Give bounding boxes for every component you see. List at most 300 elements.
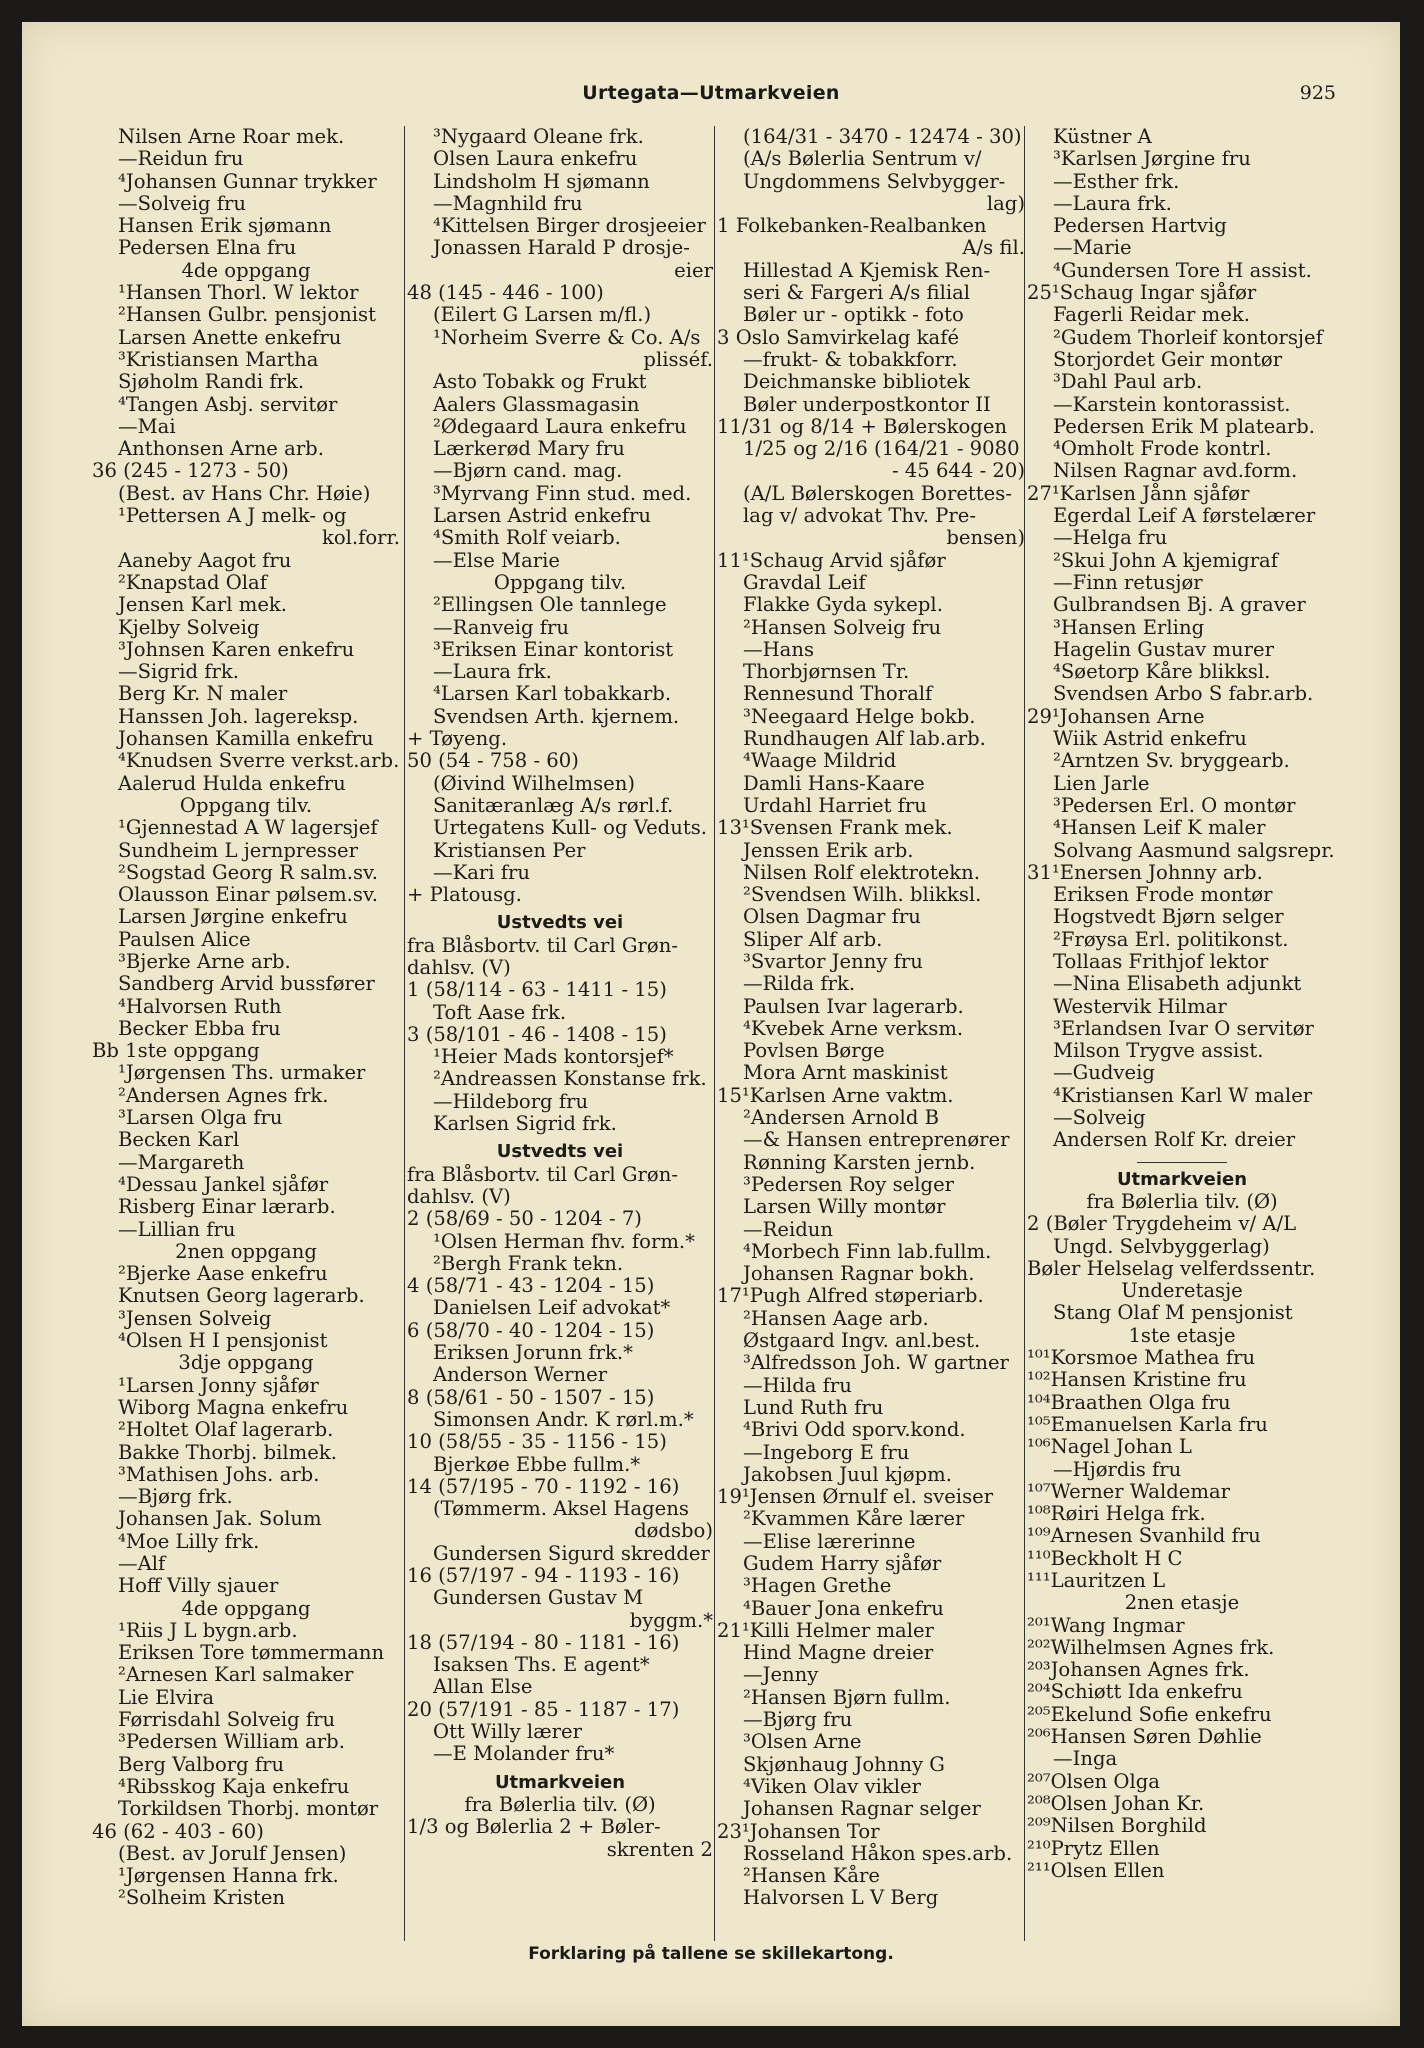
listing-entry: —Kari fru [433, 860, 531, 884]
page-number: 925 [1299, 82, 1336, 104]
listing-entry: —Bjørn cand. mag. [433, 459, 623, 483]
address-entry: + Tøyeng. [407, 727, 508, 751]
listing-entry: ¹Hansen Thorl. W lektor [118, 281, 359, 305]
listing-entry: Anthonsen Arne arb. [118, 437, 324, 461]
listing-entry: Lærkerød Mary fru [433, 437, 625, 461]
listing-entry: —Nina Elisabeth adjunkt [1053, 972, 1302, 996]
listing-entry: ²Svendsen Wilh. blikksl. [743, 883, 982, 907]
listing-entry: (Best. av Jorulf Jensen) [118, 1841, 347, 1865]
listing-entry: Mora Arnt maskinist [743, 1061, 948, 1085]
address-entry: ¹⁰⁹Arnesen Svanhild fru [1027, 1524, 1261, 1548]
floor-heading: 1ste etasje [1128, 1323, 1236, 1347]
address-entry: ¹⁰⁴Braathen Olga fru [1027, 1390, 1231, 1414]
listing-entry: Gundersen Sigurd skredder [433, 1541, 710, 1565]
listing-entry: Berg Kr. N maler [118, 682, 288, 706]
listing-entry: —Hjørdis fru [1053, 1457, 1182, 1481]
listing-entry: Bøler underpostkontor II [743, 392, 991, 416]
address-entry: 16 (57/197 - 94 - 1193 - 16) [407, 1564, 680, 1587]
listing-entry: ³Bjerke Arne arb. [118, 949, 291, 973]
address-entry: ¹⁰⁵Emanuelsen Karla fru [1027, 1412, 1268, 1436]
listing-entry: Storjordet Geir montør [1053, 347, 1283, 371]
listing-entry: ⁴Viken Olav vikler [743, 1774, 921, 1798]
listing-entry: Lie Elvira [118, 1685, 215, 1709]
directory-columns [92, 126, 1338, 1944]
listing-entry: Larsen Astrid enkefru [433, 504, 651, 528]
listing-entry: ²Frøysa Erl. politikonst. [1053, 927, 1289, 951]
listing-entry: ⁴Dessau Jankel sjåfør [118, 1172, 329, 1196]
floor-heading: 4de oppgang [181, 1596, 311, 1620]
listing-entry: (164/31 - 3470 - 12474 - 30) [743, 125, 1022, 148]
listing-entry: ²Skui John A kjemigraf [1053, 548, 1278, 572]
listing-entry: Johansen Kamilla enkefru [118, 727, 374, 751]
listing-entry: ²Solheim Kristen [118, 1886, 286, 1910]
listing-entry: Knutsen Georg lagerarb. [118, 1284, 365, 1308]
address-entry: 31¹Enersen Johnny arb. [1027, 860, 1263, 884]
listing-entry: ³Alfredsson Joh. W gartner [743, 1351, 1009, 1375]
listing-entry: Hillestad A Kjemisk Ren- [743, 258, 991, 282]
listing-entry: ²Knapstad Olaf [118, 570, 267, 594]
listing-entry: ³Pedersen Erl. O montør [1053, 793, 1296, 817]
section-divider [1137, 1162, 1227, 1163]
continuation-line: plisséf. [643, 347, 713, 371]
listing-entry: ⁴Moe Lilly frk. [118, 1529, 260, 1553]
listing-entry: Karlsen Sigrid frk. [433, 1112, 617, 1136]
listing-entry: Lund Ruth fru [743, 1395, 884, 1419]
address-entry: ²⁰⁶Hansen Søren Døhlie [1027, 1725, 1262, 1749]
address-entry: 3 Oslo Samvirkelag kafé [717, 325, 960, 349]
listing-entry: Urtegatens Kull- og Veduts. [433, 816, 707, 840]
continuation-line: eier [674, 258, 713, 282]
listing-entry: Wiborg Magna enkefru [118, 1395, 349, 1419]
address-entry: 48 (145 - 446 - 100) [407, 281, 604, 305]
listing-entry: Pedersen Erik M platearb. [1053, 414, 1316, 438]
listing-entry: Jonassen Harald P drosje- [433, 236, 690, 260]
listing-entry: ²Arntzen Sv. bryggearb. [1053, 749, 1290, 773]
address-entry: 1 Folkebanken-Realbanken [717, 214, 987, 238]
page-header [22, 82, 1400, 110]
listing-entry: (Tømmerm. Aksel Hagens [433, 1497, 689, 1521]
listing-entry: Sandberg Arvid bussfører [118, 972, 375, 996]
page-title: Urtegata—Utmarkveien [582, 82, 840, 104]
listing-entry: ⁴Ribsskog Kaja enkefru [118, 1774, 350, 1798]
listing-entry: Svendsen Arth. kjernem. [433, 704, 680, 728]
listing-entry: ¹Pettersen A J melk- og [118, 504, 347, 528]
address-entry: 50 (54 - 758 - 60) [407, 749, 579, 773]
street-heading: Ustvedts vei [496, 1141, 624, 1163]
listing-entry: ²Hansen Aage arb. [743, 1306, 929, 1330]
listing-entry: ²Ellingsen Ole tannlege [433, 593, 667, 617]
listing-entry: Halvorsen L V Berg [743, 1886, 939, 1910]
listing-entry: Lien Jarle [1053, 771, 1150, 795]
listing-entry: ⁴Brivi Odd sporv.kond. [743, 1418, 966, 1442]
listing-entry: —& Hansen entreprenører [743, 1128, 1010, 1152]
listing-entry: (A/s Bølerlia Sentrum v/ [743, 147, 982, 171]
listing-entry: ²Andersen Agnes frk. [118, 1083, 329, 1107]
listing-entry: —Alf [118, 1552, 166, 1575]
listing-entry: —Esther frk. [1053, 169, 1180, 193]
listing-entry: Jenssen Erik arb. [743, 838, 914, 862]
column-4 [1024, 126, 1337, 1941]
listing-entry: —Hilda fru [743, 1373, 852, 1397]
street-heading: Utmarkveien [1116, 1168, 1248, 1190]
listing-entry: Becken Karl [118, 1128, 240, 1152]
listing-entry: Andersen Rolf Kr. dreier [1053, 1128, 1296, 1152]
listing-entry: ³Myrvang Finn stud. med. [433, 481, 692, 505]
listing-entry: Gudem Harry sjåfør [743, 1552, 942, 1575]
address-entry: ²⁰³Johansen Agnes frk. [1027, 1658, 1250, 1682]
listing-entry: Olsen Dagmar fru [743, 905, 921, 929]
listing-entry: Milson Trygve assist. [1053, 1039, 1264, 1063]
address-entry: ²⁰²Wilhelmsen Agnes frk. [1027, 1635, 1275, 1659]
listing-entry: Stang Olaf M pensjonist [1053, 1301, 1293, 1325]
address-entry: ¹¹⁰Beckholt H C [1027, 1546, 1183, 1570]
address-entry: 4 (58/71 - 43 - 1204 - 15) [407, 1274, 655, 1298]
listing-entry: Aalers Glassmagasin [433, 392, 640, 416]
floor-heading: Oppgang tilv. [493, 570, 627, 594]
listing-entry: Fagerli Reidar mek. [1053, 303, 1250, 327]
address-entry: 23¹Johansen Tor [717, 1819, 880, 1843]
listing-entry: ¹Norheim Sverre & Co. A/s [433, 325, 701, 349]
address-entry: ²⁰⁷Olsen Olga [1027, 1769, 1160, 1793]
floor-heading: fra Bølerlia tilv. (Ø) [464, 1792, 656, 1816]
listing-entry: ²Hansen Bjørn fullm. [743, 1685, 951, 1709]
listing-entry: ⁴Johansen Gunnar trykker [118, 169, 377, 193]
listing-entry: ²Kvammen Kåre lærer [743, 1507, 965, 1531]
address-entry: 14 (57/195 - 70 - 1192 - 16) [407, 1474, 680, 1498]
listing-entry: Allan Else [433, 1675, 533, 1699]
address-entry: ¹⁰¹Korsmoe Mathea fru [1027, 1346, 1256, 1370]
listing-entry: Førrisdahl Solveig fru [118, 1708, 336, 1732]
listing-entry: ⁴Morbech Finn lab.fullm. [743, 1239, 992, 1263]
address-entry: 46 (62 - 403 - 60) [92, 1819, 264, 1843]
floor-heading: fra Bølerlia tilv. (Ø) [1086, 1189, 1278, 1213]
address-entry: 18 (57/194 - 80 - 1181 - 16) [407, 1630, 680, 1654]
listing-entry: Kjelby Solveig [118, 615, 260, 639]
address-entry: fra Blåsbortv. til Carl Grøn- [407, 1162, 678, 1186]
listing-entry: Nilsen Rolf elektrotekn. [743, 860, 981, 884]
listing-entry: Jensen Karl mek. [118, 593, 288, 617]
listing-entry: (A/L Bølerskogen Borettes- [743, 481, 1012, 505]
address-entry: 3 (58/101 - 46 - 1408 - 15) [407, 1022, 667, 1046]
floor-heading: 3dje oppgang [178, 1351, 314, 1375]
address-entry: ¹⁰²Hansen Kristine fru [1027, 1368, 1247, 1392]
listing-entry: Kristiansen Per [433, 838, 586, 862]
listing-entry: ³Hansen Erling [1053, 615, 1205, 639]
listing-entry: Rønning Karsten jernb. [743, 1150, 976, 1174]
listing-entry: Skjønhaug Johnny G [743, 1752, 945, 1776]
listing-entry: ³Olsen Arne [743, 1730, 862, 1754]
address-entry: dahlsv. (V) [407, 955, 511, 979]
listing-entry: Pedersen Hartvig [1053, 214, 1227, 238]
address-entry: 21¹Killi Helmer maler [717, 1618, 934, 1642]
listing-entry: ³Kristiansen Martha [118, 347, 319, 371]
listing-entry: —Jenny [743, 1663, 819, 1687]
listing-entry: ⁴Bauer Jona enkefru [743, 1596, 944, 1620]
listing-entry: ⁴Kristiansen Karl W maler [1053, 1083, 1313, 1107]
listing-entry: Povlsen Børge [743, 1039, 885, 1063]
listing-entry: Anderson Werner [433, 1363, 608, 1387]
address-entry: ²⁰⁸Olsen Johan Kr. [1027, 1791, 1205, 1815]
address-entry: ²⁰⁹Nilsen Borghild [1027, 1814, 1207, 1838]
address-entry: ²⁰¹Wang Ingmar [1027, 1613, 1185, 1637]
listing-entry: seri & Fargeri A/s filial [743, 281, 971, 305]
address-entry: 17¹Pugh Alfred støperiarb. [717, 1284, 984, 1308]
listing-entry: —Hans [743, 637, 815, 661]
listing-entry: ⁴Smith Rolf veiarb. [433, 526, 621, 550]
listing-entry: —Laura frk. [1053, 191, 1172, 215]
address-entry: dahlsv. (V) [407, 1184, 511, 1208]
listing-entry: ³Eriksen Einar kontorist [433, 637, 674, 661]
address-entry: 19¹Jensen Ørnulf el. sveiser [717, 1485, 994, 1509]
listing-entry: Larsen Willy montør [743, 1195, 946, 1219]
listing-entry: —Rilda frk. [743, 972, 856, 996]
listing-entry: —Margareth [118, 1150, 245, 1174]
address-entry: 13¹Svensen Frank mek. [717, 816, 953, 840]
listing-entry: Rosseland Håkon spes.arb. [743, 1841, 1013, 1865]
listing-entry: Jakobsen Juul kjøpm. [743, 1462, 952, 1486]
address-entry: 25¹Schaug Ingar sjåfør [1027, 281, 1257, 305]
listing-entry: ⁴Larsen Karl tobakkarb. [433, 682, 672, 706]
listing-entry: —E Molander fru* [433, 1742, 615, 1766]
listing-entry: —Lillian fru [118, 1217, 236, 1241]
listing-entry: Larsen Anette enkefru [118, 325, 342, 349]
floor-heading: 2nen etasje [1124, 1591, 1240, 1615]
listing-entry: (Best. av Hans Chr. Høie) [118, 481, 371, 505]
listing-entry: —Reidun [743, 1217, 833, 1241]
listing-entry: —Magnhild fru [433, 191, 583, 215]
listing-entry: Deichmanske bibliotek [743, 370, 970, 394]
listing-entry: ⁴Hansen Leif K maler [1053, 816, 1266, 840]
listing-entry: Nilsen Arne Roar mek. [118, 125, 345, 148]
listing-entry: ²Bergh Frank tekn. [433, 1251, 624, 1275]
listing-entry: —frukt- & tobakkforr. [743, 347, 958, 371]
listing-entry: (Øivind Wilhelmsen) [433, 771, 636, 795]
listing-entry: Isaksen Ths. E agent* [433, 1653, 650, 1677]
address-entry: 11/31 og 8/14 + Bølerskogen [717, 414, 1008, 438]
listing-entry: Sundheim L jernpresser [118, 838, 358, 862]
listing-entry: Gulbrandsen Bj. A graver [1053, 593, 1306, 617]
listing-entry: ³Erlandsen Ivar O servitør [1053, 1016, 1314, 1040]
listing-entry: —Solveig [1053, 1106, 1146, 1130]
listing-entry: ³Nygaard Oleane frk. [433, 125, 644, 148]
floor-heading: 2nen oppgang [175, 1239, 317, 1263]
listing-entry: Paulsen Alice [118, 927, 251, 951]
listing-entry: Bøler ur - optikk - foto [743, 303, 964, 327]
listing-entry: Eriksen Tore tømmermann [118, 1641, 385, 1665]
address-entry: 29¹Johansen Arne [1027, 704, 1205, 728]
listing-entry: ³Mathisen Johs. arb. [118, 1462, 320, 1486]
listing-entry: ²Gudem Thorleif kontorsjef [1053, 325, 1323, 349]
listing-entry: —Inga [1053, 1747, 1118, 1771]
listing-entry: Sliper Alf arb. [743, 927, 883, 951]
listing-entry: ²Sogstad Georg R salm.sv. [118, 860, 378, 884]
listing-entry: ¹Jørgensen Hanna frk. [118, 1864, 339, 1888]
floor-heading: Underetasje [1121, 1279, 1243, 1303]
listing-entry: Johansen Jak. Solum [118, 1507, 322, 1531]
continuation-line: lag) [986, 191, 1025, 215]
listing-entry: ²Ødegaard Laura enkefru [433, 414, 687, 438]
listing-entry: ³Larsen Olga fru [118, 1106, 283, 1130]
listing-entry: —Karstein kontorassist. [1053, 392, 1291, 416]
listing-entry: —Marie [1053, 236, 1132, 260]
listing-entry: Lindsholm H sjømann [433, 169, 650, 193]
listing-entry: lag v/ advokat Thv. Pre- [743, 504, 977, 528]
listing-entry: ³Neegaard Helge bokb. [743, 704, 976, 728]
listing-entry: —Else Marie [433, 548, 561, 572]
listing-entry: ⁴Halvorsen Ruth [118, 994, 282, 1018]
listing-entry: ³Karlsen Jørgine fru [1053, 147, 1251, 171]
listing-entry: ²Hansen Solveig fru [743, 615, 942, 639]
address-entry: ¹⁰⁶Nagel Johan L [1027, 1435, 1192, 1459]
listing-entry: Küstner A [1053, 125, 1152, 148]
listing-entry: Hagelin Gustav murer [1053, 637, 1274, 661]
address-entry: 8 (58/61 - 50 - 1507 - 15) [407, 1385, 655, 1409]
listing-entry: Hind Magne dreier [743, 1641, 934, 1665]
listing-entry: 1/25 og 2/16 (164/21 - 9080 [743, 437, 1020, 461]
listing-entry: ⁴Knudsen Sverre verkst.arb. [118, 749, 400, 773]
address-entry: fra Blåsbortv. til Carl Grøn- [407, 933, 678, 957]
column-1 [92, 126, 400, 1941]
floor-heading: Oppgang tilv. [179, 793, 313, 817]
listing-entry: Hoff Villy sjauer [118, 1574, 279, 1598]
listing-entry: Asto Tobakk og Frukt [433, 370, 647, 394]
listing-entry: Thorbjørnsen Tr. [743, 660, 910, 684]
listing-entry: Gundersen Gustav M [433, 1586, 644, 1610]
listing-entry: ²Arnesen Karl salmaker [118, 1663, 354, 1687]
address-entry: + Platousg. [407, 883, 522, 907]
address-entry: 11¹Schaug Arvid sjåfør [717, 548, 946, 572]
listing-entry: Ott Willy lærer [433, 1720, 582, 1744]
listing-entry: Nilsen Ragnar avd.form. [1053, 459, 1298, 483]
listing-entry: ²Holtet Olaf lagerarb. [118, 1418, 334, 1442]
listing-entry: ³Dahl Paul arb. [1053, 370, 1203, 394]
listing-entry: —Ranveig fru [433, 615, 570, 639]
listing-entry: Westervik Hilmar [1053, 994, 1227, 1018]
listing-entry: ²Andersen Arnold B [743, 1106, 939, 1130]
listing-entry: ⁴Omholt Frode kontrl. [1053, 437, 1272, 461]
listing-entry: ⁴Gundersen Tore H assist. [1053, 258, 1312, 282]
listing-entry: —Finn retusjør [1053, 570, 1203, 594]
listing-entry: ²Andreassen Konstanse frk. [433, 1067, 707, 1091]
listing-entry: —Sigrid frk. [118, 660, 239, 684]
address-entry: 2 (Bøler Trygdeheim v/ A/L [1027, 1212, 1297, 1236]
listing-entry: Egerdal Leif A førstelærer [1053, 504, 1316, 528]
column-2 [404, 126, 713, 1941]
listing-entry: Wiik Astrid enkefru [1053, 727, 1247, 751]
listing-entry: Sanitæranlæg A/s rørl.f. [433, 793, 674, 817]
listing-entry: ³Svartor Jenny fru [743, 949, 923, 973]
listing-entry: Sjøholm Randi frk. [118, 370, 305, 394]
listing-entry: Gravdal Leif [743, 570, 866, 594]
listing-entry: —Reidun fru [118, 147, 244, 171]
listing-entry: —Mai [118, 414, 176, 438]
listing-entry: Ungdommens Selvbygger- [743, 169, 1006, 193]
listing-entry: Hogstvedt Bjørn selger [1053, 905, 1284, 929]
address-entry: Bb 1ste oppgang [92, 1039, 260, 1063]
listing-entry: Johansen Ragnar selger [743, 1797, 981, 1821]
listing-entry: Rennesund Thoralf [743, 682, 933, 706]
address-entry: 6 (58/70 - 40 - 1204 - 15) [407, 1318, 655, 1342]
listing-entry: ¹Heier Mads kontorsjef* [433, 1045, 674, 1069]
listing-entry: Solvang Aasmund salgsrepr. [1053, 838, 1335, 862]
listing-entry: Østgaard Ingv. anl.best. [743, 1329, 981, 1353]
listing-entry: ²Hansen Gulbr. pensjonist [118, 303, 376, 327]
address-entry: 15¹Karlsen Arne vaktm. [717, 1083, 954, 1107]
address-entry: ²⁰⁵Ekelund Sofie enkefru [1027, 1702, 1272, 1726]
listing-entry: ³Jensen Solveig [118, 1306, 272, 1330]
address-entry: 10 (58/55 - 35 - 1156 - 15) [407, 1430, 667, 1454]
listing-entry: —Solveig fru [118, 191, 247, 215]
listing-entry: Olausson Einar pølsem.sv. [118, 883, 378, 907]
listing-entry: —Helga fru [1053, 526, 1168, 550]
listing-entry: Danielsen Leif advokat* [433, 1296, 671, 1320]
address-entry: ²¹⁰Prytz Ellen [1027, 1836, 1160, 1860]
address-entry: ¹¹¹Lauritzen L [1027, 1569, 1166, 1592]
listing-entry: Ungd. Selvbyggerlag) [1053, 1234, 1270, 1258]
continuation-line: dødsbo) [634, 1519, 713, 1543]
listing-entry: ⁴Kittelsen Birger drosjeeier [433, 214, 706, 238]
address-entry: ²¹¹Olsen Ellen [1027, 1858, 1165, 1882]
listing-entry: Flakke Gyda sykepl. [743, 593, 943, 617]
listing-entry: Tollaas Frithjof lektor [1053, 949, 1269, 973]
listing-entry: ³Hagen Grethe [743, 1574, 892, 1598]
listing-entry: ³Pedersen Roy selger [743, 1172, 955, 1196]
address-entry: 20 (57/191 - 85 - 1187 - 17) [407, 1697, 680, 1721]
listing-entry: ⁴Waage Mildrid [743, 749, 897, 773]
address-entry: ¹⁰⁸Røiri Helga frk. [1027, 1502, 1206, 1526]
listing-entry: ¹Olsen Herman fhv. form.* [433, 1229, 695, 1253]
listing-entry: ³Pedersen William arb. [118, 1730, 345, 1754]
listing-entry: Toft Aase frk. [433, 1000, 567, 1024]
address-entry: 1/3 og Bølerlia 2 + Bøler- [407, 1815, 661, 1839]
listing-entry: Torkildsen Thorbj. montør [118, 1797, 379, 1821]
directory-page [22, 22, 1400, 2026]
listing-entry: —Bjørg frk. [118, 1485, 233, 1509]
listing-entry: ⁴Søetorp Kåre blikksl. [1053, 660, 1271, 684]
address-entry: 27¹Karlsen Jånn sjåfør [1027, 481, 1250, 505]
listing-entry: ¹Riis J L bygn.arb. [118, 1618, 298, 1642]
listing-entry: Eriksen Jorunn frk.* [433, 1341, 633, 1365]
listing-entry: ⁴Kvebek Arne verksm. [743, 1016, 964, 1040]
listing-entry: ⁴Olsen H I pensjonist [118, 1329, 328, 1353]
listing-entry: ¹Gjennestad A W lagersjef [118, 816, 378, 840]
listing-entry: Pedersen Elna fru [118, 236, 297, 260]
listing-entry: Paulsen Ivar lagerarb. [743, 994, 964, 1018]
listing-entry: —Gudveig [1053, 1061, 1155, 1085]
listing-entry: Hansen Erik sjømann [118, 214, 332, 238]
listing-entry: —Elise lærerinne [743, 1529, 916, 1553]
listing-entry: Larsen Jørgine enkefru [118, 905, 348, 929]
listing-entry: ¹Jørgensen Ths. urmaker [118, 1061, 366, 1085]
listing-entry: —Ingeborg E fru [743, 1440, 910, 1464]
continuation-line: bensen) [946, 526, 1025, 550]
listing-entry: Aaneby Aagot fru [118, 548, 292, 572]
continuation-line: A/s fil. [962, 236, 1025, 260]
listing-entry: Risberg Einar lærarb. [118, 1195, 336, 1219]
address-entry: ²⁰⁴Schiøtt Ida enkefru [1027, 1680, 1243, 1704]
listing-entry: (Eilert G Larsen m/fl.) [433, 303, 652, 327]
listing-entry: Olsen Laura enkefru [433, 147, 638, 171]
listing-entry: Becker Ebba fru [118, 1016, 281, 1040]
listing-entry: —Laura frk. [433, 660, 552, 684]
listing-entry: —Bjørg fru [743, 1708, 853, 1732]
street-heading: Utmarkveien [494, 1771, 626, 1793]
listing-entry: Damli Hans-Kaare [743, 771, 925, 795]
floor-heading: 4de oppgang [181, 258, 311, 282]
address-entry: 1 (58/114 - 63 - 1411 - 15) [407, 978, 667, 1002]
continuation-line: skrenten 2 [606, 1837, 713, 1861]
listing-entry: ¹Larsen Jonny sjåfør [118, 1373, 319, 1397]
